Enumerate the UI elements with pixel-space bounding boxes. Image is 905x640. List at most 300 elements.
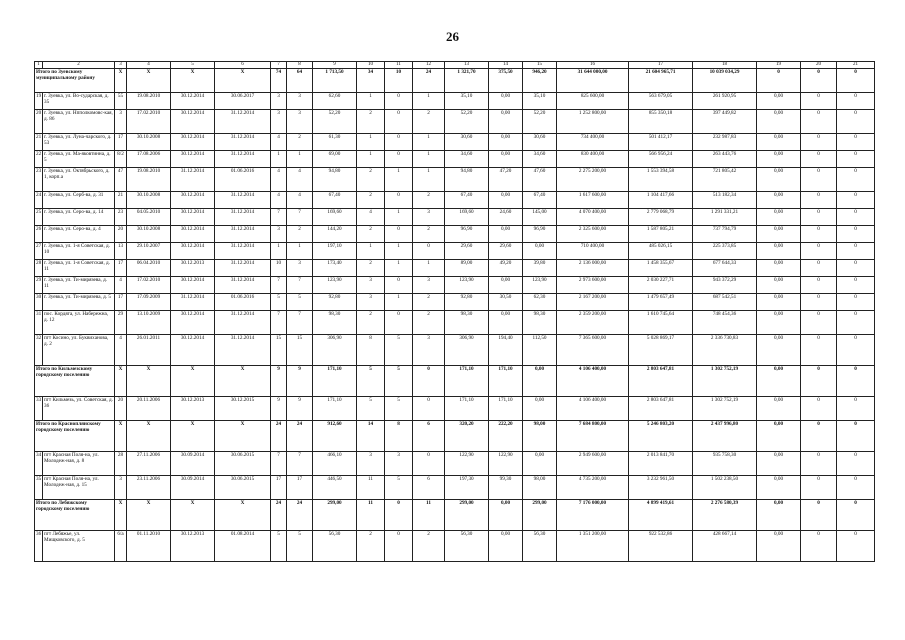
- table-cell: 0,00: [489, 93, 523, 110]
- table-cell: 2: [413, 192, 445, 209]
- table-cell: X: [171, 69, 215, 93]
- table-cell: 4 106 400,00: [557, 366, 629, 397]
- table-cell: 446,50: [313, 476, 357, 500]
- table-cell: 23: [35, 168, 43, 192]
- table-cell: 0: [837, 69, 875, 93]
- table-cell: 1: [287, 243, 313, 260]
- address-cell: г. Зуевка, ул. Серб-ва, д. 31: [43, 192, 115, 209]
- table-cell: 98,00: [523, 421, 557, 452]
- table-cell: 89,00: [445, 260, 489, 277]
- table-cell: 2: [287, 226, 313, 243]
- table-cell: 49,20: [489, 260, 523, 277]
- table-row: [35, 226, 875, 243]
- table-cell: 2 437 996,80: [693, 421, 757, 452]
- address-cell: г. Зуевка, ул. Луна-чарского, д. 53: [43, 134, 115, 151]
- column-number: 10: [357, 62, 385, 69]
- table-cell: 01.06.2016: [215, 294, 271, 311]
- table-cell: 2: [357, 531, 385, 562]
- column-number: 6: [215, 62, 271, 69]
- column-number: 19: [757, 62, 801, 69]
- table-cell: 3: [287, 93, 313, 110]
- table-cell: 501 412,17: [629, 134, 693, 151]
- table-cell: 0: [837, 311, 875, 335]
- table-cell: 0: [801, 110, 837, 134]
- table-cell: 26: [35, 226, 43, 243]
- table-cell: 0,00: [757, 366, 801, 397]
- table-cell: 6: [413, 421, 445, 452]
- table-cell: 225 373,85: [693, 243, 757, 260]
- table-cell: 7: [271, 277, 287, 294]
- table-cell: 825 600,00: [557, 93, 629, 110]
- address-cell: г. Зуевка, ул. Ти-мирязева, д. 5: [43, 294, 115, 311]
- table-cell: 24: [271, 421, 287, 452]
- address-cell: г. Зуевка, ул. Ти-мирязева, д. 11: [43, 277, 115, 294]
- table-cell: 485 026,15: [629, 243, 693, 260]
- table-cell: 466,10: [313, 452, 357, 476]
- table-cell: 30: [35, 294, 43, 311]
- address-cell: пос. Кордяга, ул. Набережна, д. 12: [43, 311, 115, 335]
- table-cell: 1: [413, 168, 445, 192]
- table-cell: X: [127, 366, 171, 397]
- table-cell: 935 758,30: [693, 452, 757, 476]
- address-cell: г. Зуевка, ул. Серо-ва, д. 14: [43, 209, 115, 226]
- table-cell: 52,20: [313, 110, 357, 134]
- table-cell: 375,50: [489, 69, 523, 93]
- table-cell: 30.09.2014: [171, 452, 215, 476]
- table-cell: 1: [413, 260, 445, 277]
- table-cell: 17: [287, 476, 313, 500]
- table-cell: 30.12.2014: [171, 110, 215, 134]
- table-cell: 4: [271, 134, 287, 151]
- table-cell: 7 176 000,00: [557, 500, 629, 531]
- table-cell: 67,40: [523, 192, 557, 209]
- table-cell: 0,00: [757, 500, 801, 531]
- table-cell: 31.12.2014: [215, 151, 271, 168]
- table-cell: 34,60: [445, 151, 489, 168]
- table-cell: 15: [287, 335, 313, 366]
- table-cell: 1: [287, 151, 313, 168]
- table-cell: 830 400,00: [557, 151, 629, 168]
- table-cell: 56,30: [523, 531, 557, 562]
- table-cell: 1 302 752,19: [693, 397, 757, 421]
- table-cell: 0: [801, 311, 837, 335]
- table-cell: 31.12.2014: [215, 134, 271, 151]
- table-cell: 0,00: [757, 531, 801, 562]
- table-cell: 0,00: [489, 151, 523, 168]
- table-cell: 2 276 580,39: [693, 500, 757, 531]
- table-cell: 30,50: [489, 294, 523, 311]
- table-cell: 3: [385, 452, 413, 476]
- table-cell: 0: [837, 421, 875, 452]
- column-number: 11: [385, 62, 413, 69]
- table-cell: 2 949 600,00: [557, 452, 629, 476]
- table-cell: 2 030 227,71: [629, 277, 693, 294]
- table-cell: X: [171, 366, 215, 397]
- table-cell: 56,30: [445, 531, 489, 562]
- table-cell: 31.12.2014: [171, 168, 215, 192]
- table-cell: 0: [801, 243, 837, 260]
- table-cell: 30.12.2015: [215, 397, 271, 421]
- table-cell: 2: [413, 531, 445, 562]
- table-cell: 17: [115, 260, 127, 277]
- table-cell: 10 039 034,29: [693, 69, 757, 93]
- table-cell: 0: [385, 226, 413, 243]
- table-cell: 4: [287, 168, 313, 192]
- table-cell: 30.12.2014: [171, 277, 215, 294]
- table-cell: 0: [801, 476, 837, 500]
- table-cell: 171,10: [445, 366, 489, 397]
- column-number: 17: [629, 62, 693, 69]
- table-cell: 30,60: [445, 134, 489, 151]
- table-cell: 5 246 803,20: [629, 421, 693, 452]
- table-cell: 31 644 000,00: [557, 69, 629, 93]
- table-cell: 0: [801, 335, 837, 366]
- table-cell: 17.02.2010: [127, 110, 171, 134]
- table-cell: 3: [115, 476, 127, 500]
- table-row: [35, 260, 875, 277]
- table-cell: 0,00: [757, 335, 801, 366]
- table-cell: 52,20: [445, 110, 489, 134]
- table-cell: 0: [801, 226, 837, 243]
- table-cell: 0: [801, 93, 837, 110]
- table-cell: 7: [287, 209, 313, 226]
- address-cell: пгт Косино, ул. Буквиханова, д. 2: [43, 335, 115, 366]
- table-cell: 1 502 238,50: [693, 476, 757, 500]
- table-cell: 5: [357, 397, 385, 421]
- table-cell: 2: [357, 226, 385, 243]
- subtotal-label: Итого по Кильмезскому городскому поселению: [35, 366, 115, 397]
- column-number: 15: [523, 62, 557, 69]
- table-row: [35, 134, 875, 151]
- table-cell: 0: [385, 151, 413, 168]
- table-cell: 31.12.2014: [215, 226, 271, 243]
- table-cell: 30.12.2014: [171, 192, 215, 209]
- table-cell: 2 167 200,00: [557, 294, 629, 311]
- table-cell: 0: [801, 500, 837, 531]
- table-cell: 943 372,29: [693, 277, 757, 294]
- table-cell: X: [127, 500, 171, 531]
- table-cell: 7: [271, 452, 287, 476]
- address-cell: г. Зуевка, ул. Серо-ва, д. 4: [43, 226, 115, 243]
- table-cell: 31.12.2014: [171, 294, 215, 311]
- table-cell: 2: [357, 311, 385, 335]
- table-cell: 0: [413, 452, 445, 476]
- table-cell: 1: [385, 294, 413, 311]
- address-cell: пгт Кильмезь, ул. Советская, д. 36: [43, 397, 115, 421]
- table-cell: 0,00: [757, 93, 801, 110]
- table-cell: 4: [271, 192, 287, 209]
- table-cell: 20: [115, 397, 127, 421]
- table-cell: 92,80: [313, 294, 357, 311]
- table-cell: 3: [271, 110, 287, 134]
- address-cell: г. Зуевка, ул. 1-я Советская, д. 10: [43, 243, 115, 260]
- table-cell: 171,10: [489, 397, 523, 421]
- address-cell: пгт Красная Поля-на, ул. Молодеж-ная, д. 8: [43, 452, 115, 476]
- table-cell: 1 458 355,67: [629, 260, 693, 277]
- table-cell: 7 365 600,00: [557, 335, 629, 366]
- table-cell: 21: [115, 192, 127, 209]
- table-cell: 144,20: [313, 226, 357, 243]
- table-cell: 28: [115, 452, 127, 476]
- table-cell: X: [215, 366, 271, 397]
- table-cell: 0: [837, 335, 875, 366]
- table-cell: 0: [801, 294, 837, 311]
- table-cell: 7: [287, 277, 313, 294]
- table-cell: 31.12.2014: [215, 209, 271, 226]
- table-row: [35, 110, 875, 134]
- table-cell: 22: [35, 151, 43, 168]
- table-cell: 30.12.2014: [171, 151, 215, 168]
- table-cell: 122,90: [445, 452, 489, 476]
- table-cell: 1: [271, 243, 287, 260]
- table-row: [35, 168, 875, 192]
- table-cell: 0: [837, 243, 875, 260]
- table-cell: 1: [385, 260, 413, 277]
- table-cell: 299,00: [445, 500, 489, 531]
- table-cell: X: [171, 500, 215, 531]
- table-row: [35, 151, 875, 168]
- subtotal-label: Итого по Красноплянскому городскому поселению: [35, 421, 115, 452]
- table-cell: 27.11.2006: [127, 452, 171, 476]
- page-number: 26: [446, 29, 459, 44]
- table-cell: 9: [287, 397, 313, 421]
- table-cell: X: [215, 421, 271, 452]
- table-cell: 94,80: [445, 168, 489, 192]
- table-cell: 7: [287, 311, 313, 335]
- table-cell: 3: [287, 260, 313, 277]
- table-cell: 10: [385, 69, 413, 93]
- table-cell: 0: [837, 168, 875, 192]
- table-cell: 0,00: [489, 311, 523, 335]
- table-cell: 30.06.2015: [215, 452, 271, 476]
- table-cell: 2: [413, 226, 445, 243]
- table-cell: 0: [837, 531, 875, 562]
- table-cell: 169,60: [445, 209, 489, 226]
- table-cell: 04.05.2010: [127, 209, 171, 226]
- column-number-row: [35, 62, 875, 69]
- table-cell: 1: [385, 243, 413, 260]
- table-cell: 29: [115, 311, 127, 335]
- table-cell: 1 553 394,58: [629, 168, 693, 192]
- table-cell: 52,20: [523, 110, 557, 134]
- table-cell: X: [171, 421, 215, 452]
- table-cell: 7 684 800,00: [557, 421, 629, 452]
- table-cell: 17.09.2009: [127, 294, 171, 311]
- table-cell: 513 182,34: [693, 192, 757, 209]
- table-cell: 23: [115, 209, 127, 226]
- table-cell: 0: [837, 151, 875, 168]
- table-cell: 0: [801, 69, 837, 93]
- table-cell: 30.12.2014: [171, 226, 215, 243]
- table-row: [35, 311, 875, 335]
- table-cell: 0,00: [757, 192, 801, 209]
- table-cell: 4 735 200,00: [557, 476, 629, 500]
- table-cell: 0: [837, 397, 875, 421]
- table-cell: 0: [413, 243, 445, 260]
- table-cell: 39,80: [523, 260, 557, 277]
- table-cell: 3: [271, 93, 287, 110]
- column-number: 16: [557, 62, 629, 69]
- table-cell: 94,80: [313, 168, 357, 192]
- table-cell: 0: [413, 366, 445, 397]
- table-cell: 34: [35, 452, 43, 476]
- table-cell: 5: [385, 366, 413, 397]
- table-cell: 1 104 417,66: [629, 192, 693, 209]
- table-cell: 0: [837, 476, 875, 500]
- table-cell: 99,30: [489, 476, 523, 500]
- table-cell: 306,90: [445, 335, 489, 366]
- table-cell: 0,00: [489, 277, 523, 294]
- column-number: 18: [693, 62, 757, 69]
- table-cell: 0,00: [757, 421, 801, 452]
- table-cell: X: [115, 421, 127, 452]
- table-cell: 24: [287, 500, 313, 531]
- table-cell: 34,60: [523, 151, 557, 168]
- table-cell: 36: [35, 531, 43, 562]
- address-cell: г. Зуевка, ул. Ма-яковтинна, д. 5: [43, 151, 115, 168]
- table-cell: 7: [271, 209, 287, 226]
- table-cell: 30.12.2014: [171, 209, 215, 226]
- table-cell: 222,20: [489, 421, 523, 452]
- subtotal-row: [35, 500, 875, 531]
- table-cell: 2 275 200,00: [557, 168, 629, 192]
- column-number: 9: [313, 62, 357, 69]
- table-cell: 0: [801, 421, 837, 452]
- table-cell: 01.08.2014: [215, 531, 271, 562]
- table-cell: 169,60: [313, 209, 357, 226]
- table-cell: 1: [413, 134, 445, 151]
- table-cell: 67,40: [313, 192, 357, 209]
- table-cell: 0,00: [489, 226, 523, 243]
- table-cell: 1 351 200,00: [557, 531, 629, 562]
- table-cell: 20: [35, 110, 43, 134]
- table-cell: 112,50: [523, 335, 557, 366]
- table-cell: X: [215, 69, 271, 93]
- table-cell: 21 604 965,71: [629, 69, 693, 93]
- column-number: 3: [115, 62, 127, 69]
- table-cell: 06.04.2010: [127, 260, 171, 277]
- table-cell: 0,00: [489, 531, 523, 562]
- table-cell: 0: [837, 110, 875, 134]
- table-cell: 687 542,51: [693, 294, 757, 311]
- table-cell: 30.12.2013: [171, 531, 215, 562]
- table-cell: 1 713,50: [313, 69, 357, 93]
- table-row: [35, 335, 875, 366]
- table-cell: 0: [837, 366, 875, 397]
- table-cell: 0: [801, 531, 837, 562]
- table-row: [35, 243, 875, 260]
- table-cell: 0: [801, 134, 837, 151]
- table-cell: 0: [413, 397, 445, 421]
- table-cell: 171,10: [489, 366, 523, 397]
- table-cell: 61,30: [313, 134, 357, 151]
- table-cell: 5: [357, 366, 385, 397]
- table-cell: 0: [385, 500, 413, 531]
- table-cell: 1: [413, 93, 445, 110]
- table-cell: 8: [385, 421, 413, 452]
- table-cell: 96,90: [445, 226, 489, 243]
- table-cell: 2: [413, 311, 445, 335]
- table-cell: 5: [287, 531, 313, 562]
- table-cell: 30,60: [523, 134, 557, 151]
- table-cell: 0: [801, 151, 837, 168]
- table-cell: 30.06.2017: [215, 93, 271, 110]
- address-cell: пгт Лебяжье, ул. Мищковского, д. 5: [43, 531, 115, 562]
- table-cell: 33: [35, 397, 43, 421]
- table-cell: 0: [801, 397, 837, 421]
- table-cell: 0: [385, 110, 413, 134]
- table-cell: 01.06.2016: [215, 168, 271, 192]
- table-row: [35, 209, 875, 226]
- table-cell: 30.10.2008: [127, 226, 171, 243]
- table-cell: 15: [271, 335, 287, 366]
- table-cell: 0,00: [489, 110, 523, 134]
- table-cell: 98,00: [523, 476, 557, 500]
- table-cell: 4: [115, 335, 127, 366]
- table-cell: 0,00: [489, 134, 523, 151]
- table-cell: 2 013 841,70: [629, 452, 693, 476]
- table-cell: 299,00: [313, 500, 357, 531]
- table-cell: 8: [357, 335, 385, 366]
- table-cell: 855 350,18: [629, 110, 693, 134]
- table-cell: 31.12.2014: [215, 243, 271, 260]
- table-cell: 92,80: [445, 294, 489, 311]
- table-cell: 0,00: [757, 294, 801, 311]
- table-cell: 721 805,42: [693, 168, 757, 192]
- table-cell: 3: [271, 226, 287, 243]
- table-cell: 11: [357, 500, 385, 531]
- table-cell: 98,30: [445, 311, 489, 335]
- table-cell: 1: [271, 151, 287, 168]
- table-cell: 30.10.2008: [127, 192, 171, 209]
- table-cell: 30.12.2014: [171, 134, 215, 151]
- address-cell: г. Зуевка, ул. Октябрьского, д. 1, корп.а: [43, 168, 115, 192]
- subtotal-label: Итого по Зуевскому муниципальному району: [35, 69, 115, 93]
- table-cell: 0: [837, 192, 875, 209]
- table-cell: 4: [357, 209, 385, 226]
- table-cell: 26.01.2011: [127, 335, 171, 366]
- table-cell: X: [115, 366, 127, 397]
- table-cell: X: [127, 69, 171, 93]
- table-cell: 31.12.2014: [215, 277, 271, 294]
- table-cell: 0: [801, 192, 837, 209]
- table-cell: 19.08.2010: [127, 168, 171, 192]
- table-cell: 9: [271, 366, 287, 397]
- table-cell: 5 028 869,17: [629, 335, 693, 366]
- table-cell: 299,00: [523, 500, 557, 531]
- table-cell: 23.11.2006: [127, 476, 171, 500]
- table-cell: 24: [413, 69, 445, 93]
- table-cell: 677 644,33: [693, 260, 757, 277]
- table-cell: 306,90: [313, 335, 357, 366]
- column-number: 4: [127, 62, 171, 69]
- table-row: [35, 192, 875, 209]
- table-cell: 0,00: [757, 397, 801, 421]
- table-cell: 2 803 647,81: [629, 397, 693, 421]
- table-cell: 1: [357, 243, 385, 260]
- table-cell: 3: [413, 277, 445, 294]
- table-cell: 145,00: [523, 209, 557, 226]
- table-cell: 1 610 745,64: [629, 311, 693, 335]
- table-cell: 3: [115, 110, 127, 134]
- table-cell: 0,00: [757, 311, 801, 335]
- table-cell: 27: [35, 243, 43, 260]
- column-number: 8: [287, 62, 313, 69]
- table-cell: 30.12.2014: [171, 311, 215, 335]
- table-cell: 263 443,76: [693, 151, 757, 168]
- table-cell: 0: [837, 277, 875, 294]
- table-cell: 2: [357, 260, 385, 277]
